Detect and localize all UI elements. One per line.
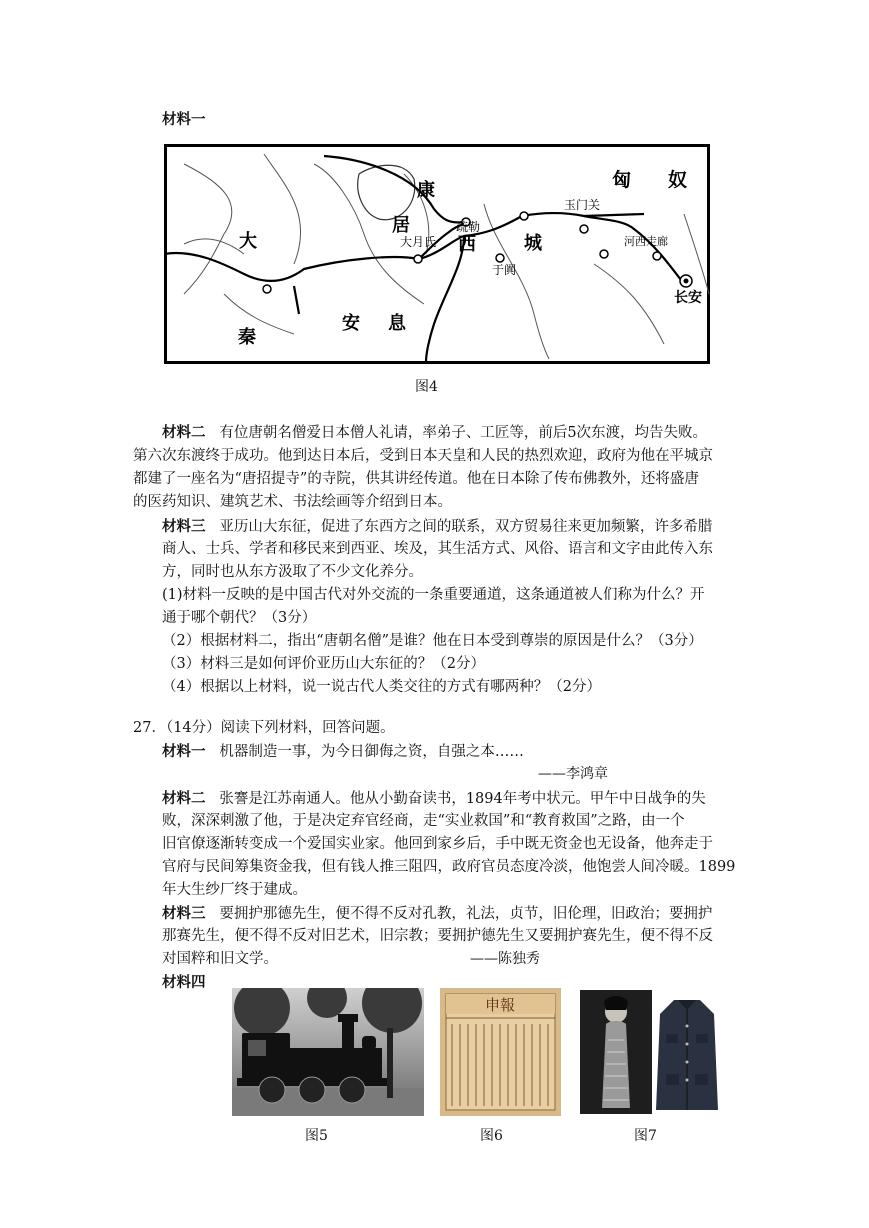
label-qin: 秦	[238, 327, 256, 348]
silk-road-map	[164, 144, 710, 364]
label-shule: 疏勒	[456, 220, 481, 234]
label-kang: 康	[417, 180, 435, 201]
material-3-line-2: 商人、士兵、学者和移民来到西亚、埃及，其生活方式、风俗、语言和文字由此传入东	[162, 541, 713, 557]
locomotive-photo	[232, 988, 424, 1116]
material-3-label: 材料三	[162, 518, 206, 535]
b-material-1-label: 材料一	[162, 743, 206, 760]
material-2-label: 材料二	[162, 424, 206, 441]
map-station	[414, 255, 422, 263]
b-material-1-line: 材料一 机器制造一事，为今日御侮之资，自强之本……	[162, 743, 524, 760]
question-1-line-2: 通于哪个朝代？（3分）	[162, 610, 317, 626]
material-2-line-4: 的医药知识、建筑艺术、书法绘画等介绍到日本。	[133, 494, 452, 510]
question-27-title: 27．（14分）阅读下列材料，回答问题。	[133, 720, 395, 736]
b-material-2-line-5: 年大生纱厂终于建成。	[162, 882, 307, 898]
map-station	[653, 252, 661, 260]
b-material-3-line-2: 那赛先生，便不得不反对旧艺术，旧宗教；要拥护德先生又要拥护赛先生，便不得不反	[162, 928, 713, 944]
label-xiongnu-2: 奴	[668, 169, 688, 191]
b-material-2-line-2: 败，深深刺激了他，于是决定弃官经商，走“实业救国”和“教育救国”之路，由一个	[162, 813, 685, 829]
label-an: 安	[342, 313, 360, 334]
b-material-3-signature: ——陈独秀	[470, 951, 540, 967]
question-3: （3）材料三是如何评价亚历山大东征的？（2分）	[162, 656, 485, 672]
b-material-2-line-4: 官府与民间筹集资金我，但有钱人推三阻四，政府官员态度冷淡，他饱尝人间冷暖。1899	[162, 859, 736, 875]
changan-marker	[680, 275, 692, 287]
figure-6-caption: 图6	[480, 1128, 503, 1144]
b-material-3-line-1: 材料三 要拥护那德先生，便不得不反对孔教，礼法，贞节，旧伦理，旧政治；要拥护	[162, 905, 713, 922]
label-cheng: 城	[524, 233, 542, 254]
figure-4-caption: 图4	[415, 379, 438, 395]
label-ju: 居	[392, 215, 410, 236]
material-3-line-1: 材料三 亚历山大东征，促进了东西方之间的联系，双方贸易往来更加频繁，许多希腊	[162, 518, 713, 535]
shenbao-newspaper-photo	[440, 988, 561, 1116]
label-da: 大	[239, 231, 257, 252]
material-2-line-2: 第六次东渡终于成功。他到达日本后，受到日本天皇和人民的热烈欢迎，政府为他在平城京	[133, 448, 713, 464]
label-changan: 长安	[674, 290, 702, 306]
b-material-2-line-1: 材料二 张謇是江苏南通人。他从小勤奋读书，1894年考中状元。甲午中日战争的失	[162, 790, 706, 807]
material-2-line-3: 都建了一座名为“唐招提寺”的寺院，供其讲经传道。他在日本除了传布佛教外，还将盛唐	[133, 471, 699, 487]
label-yutian: 于阗	[492, 263, 517, 277]
material-3-line-3: 方，同时也从东方汲取了不少文化养分。	[162, 564, 423, 580]
label-dayuezhi: 大月氏	[400, 235, 437, 249]
map-station	[520, 212, 528, 220]
map-station	[600, 250, 608, 258]
b-material-2-label: 材料二	[162, 790, 206, 807]
map-svg	[164, 144, 710, 364]
material-1-heading: 材料一	[162, 111, 206, 128]
b-material-2-line-3: 旧官僚逐渐转变成一个爱国实业家。他回到家乡后，手中既无资金也无设备，他奔走于	[162, 836, 713, 852]
question-2: （2）根据材料二，指出“唐朝名僧”是谁？他在日本受到尊崇的原因是什么？（3分）	[162, 633, 703, 649]
b-material-1-signature: ——李鸿章	[538, 766, 608, 782]
qipao-woman-photo	[580, 990, 652, 1114]
label-xi-anxi: 息	[388, 313, 406, 334]
zhongshan-suit-photo	[654, 990, 720, 1114]
b-material-3-label: 材料三	[162, 905, 206, 922]
label-xiongnu-1: 匈	[612, 169, 632, 191]
question-4: （4）根据以上材料，说一说古代人类交往的方式有哪两种？（2分）	[162, 679, 601, 695]
question-1-line-1: (1)材料一反映的是中国古代对外交流的一条重要通道，这条通道被人们称为什么？开	[162, 587, 705, 603]
material-2-line-1: 材料二 有位唐朝名僧爱日本僧人礼请，率弟子、工匠等，前后5次东渡，均告失败。	[162, 424, 708, 441]
b-material-4-label: 材料四	[162, 974, 206, 991]
label-yumenguan: 玉门关	[564, 198, 601, 212]
map-station	[263, 285, 271, 293]
figure-5-caption: 图5	[305, 1128, 328, 1144]
map-station	[496, 254, 504, 262]
b-material-3-line-3: 对国粹和旧文学。	[162, 951, 278, 967]
label-xi-region: 西	[458, 234, 476, 255]
newspaper-title: 申報	[484, 996, 516, 1014]
map-station	[580, 225, 588, 233]
label-hexi: 河西走廊	[624, 235, 668, 248]
figure-7-caption: 图7	[634, 1128, 657, 1144]
